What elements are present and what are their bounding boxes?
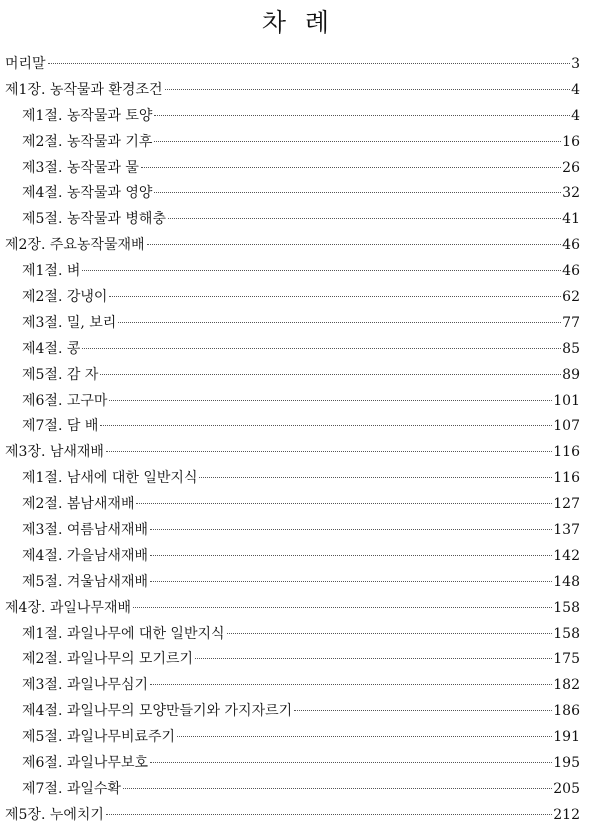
toc-section-entry[interactable] [5, 777, 580, 803]
toc-entry-label: 제6절. 과일나무보호 [22, 755, 148, 772]
toc-section-entry[interactable] [5, 725, 580, 751]
toc-dot-leader [82, 270, 561, 271]
toc-page-number: 4 [571, 81, 580, 98]
toc-dot-leader [150, 555, 552, 556]
toc-page-number: 32 [562, 185, 580, 202]
toc-section-entry[interactable] [5, 751, 580, 777]
toc-dot-leader [154, 192, 561, 193]
toc-entry-label: 제7절. 담 배 [22, 418, 99, 435]
toc-section-entry[interactable] [5, 699, 580, 725]
toc-dot-leader [150, 684, 552, 685]
toc-entry-label: 제5절. 겨울남새재배 [22, 573, 148, 590]
toc-entry-label: 제4절. 가을남새재배 [22, 547, 148, 564]
toc-dot-leader [154, 115, 570, 116]
toc-chapter-entry[interactable] [5, 803, 580, 829]
toc-page-number: 127 [553, 496, 580, 513]
toc-entry-label: 제2장. 주요농작물재배 [5, 237, 145, 254]
toc-entry-label: 제1절. 농작물과 토양 [22, 107, 153, 124]
toc-page-number: 107 [553, 418, 580, 435]
toc-page-number: 186 [553, 703, 580, 720]
toc-dot-leader [106, 814, 552, 815]
toc-section-entry[interactable] [5, 337, 580, 363]
toc-page-number: 4 [571, 107, 580, 124]
toc-entry-label: 제4절. 농작물과 영양 [22, 185, 153, 202]
toc-dot-leader [165, 89, 571, 90]
toc-entry-label: 제2절. 봄남새재배 [22, 496, 135, 513]
toc-dot-leader [195, 658, 552, 659]
toc-page-number: 212 [553, 806, 580, 823]
toc-entry-label: 제3절. 과일나무심기 [22, 677, 148, 694]
toc-page-number: 62 [562, 289, 580, 306]
toc-entry-label: 제3절. 여름남새재배 [22, 522, 148, 539]
toc-dot-leader [118, 322, 561, 323]
toc-chapter-entry[interactable] [5, 596, 580, 622]
toc-section-entry[interactable] [5, 156, 580, 182]
toc-dot-leader [199, 477, 552, 478]
toc-entry-label: 제6절. 고구마 [22, 392, 108, 409]
toc-dot-leader [294, 710, 552, 711]
toc-section-entry[interactable] [5, 259, 580, 285]
toc-entry-label: 제4절. 과일나무의 모양만들기와 가지자르기 [22, 703, 293, 720]
toc-page-number: 46 [562, 263, 580, 280]
toc-section-entry[interactable] [5, 673, 580, 699]
toc-section-entry[interactable] [5, 130, 580, 156]
toc-page-number: 205 [553, 780, 580, 797]
toc-section-entry[interactable] [5, 389, 580, 415]
toc-page-number: 16 [562, 133, 580, 150]
toc-section-entry[interactable] [5, 518, 580, 544]
toc-page-number: 148 [553, 573, 580, 590]
toc-page-number: 101 [553, 392, 580, 409]
toc-page-number: 195 [553, 755, 580, 772]
page-title: 차 례 [261, 8, 331, 37]
toc-dot-leader [109, 296, 561, 297]
toc-dot-leader [133, 607, 552, 608]
toc-dot-leader [100, 374, 561, 375]
toc-page-number: 116 [553, 444, 580, 461]
toc-section-entry[interactable] [5, 104, 580, 130]
toc-page-number: 191 [553, 729, 580, 746]
toc-dot-leader [150, 529, 552, 530]
toc-chapter-entry[interactable] [5, 440, 580, 466]
toc-entry-label: 제4절. 콩 [22, 340, 81, 357]
toc-page-number: 41 [562, 211, 580, 228]
toc-section-entry[interactable] [5, 544, 580, 570]
toc-page-number: 175 [553, 651, 580, 668]
toc-page-number: 116 [553, 470, 580, 487]
toc-entry-label: 제5절. 과일나무비료주기 [22, 729, 176, 746]
toc-dot-leader [48, 63, 571, 64]
toc-entry-label: 제7절. 과일수확 [22, 780, 121, 797]
toc-entry-label: 제1절. 벼 [22, 263, 81, 280]
toc-list [5, 52, 580, 829]
toc-entry-label: 제2절. 농작물과 기후 [22, 133, 153, 150]
toc-page-number: 142 [553, 547, 580, 564]
toc-entry-label: 제1절. 남새에 대한 일반지식 [22, 470, 198, 487]
toc-section-entry[interactable] [5, 466, 580, 492]
toc-dot-leader [150, 762, 552, 763]
toc-section-entry[interactable] [5, 570, 580, 596]
toc-entry-label: 제3절. 밀, 보리 [22, 314, 117, 331]
toc-page-number: 46 [562, 237, 580, 254]
toc-entry-label: 제1장. 농작물과 환경조건 [5, 81, 163, 98]
toc-page-number: 85 [562, 340, 580, 357]
toc-page-number: 137 [553, 522, 580, 539]
toc-entry-label: 제2절. 강냉이 [22, 289, 108, 306]
toc-entry-label: 제3장. 남새재배 [5, 444, 104, 461]
toc-dot-leader [109, 400, 552, 401]
toc-section-entry[interactable] [5, 414, 580, 440]
toc-entry-label: 머리말 [5, 56, 46, 72]
toc-chapter-entry[interactable] [5, 52, 580, 78]
toc-dot-leader [147, 244, 562, 245]
toc-page-number: 3 [571, 56, 580, 72]
toc-dot-leader [123, 788, 552, 789]
toc-page-number: 158 [553, 625, 580, 642]
toc-section-entry[interactable] [5, 492, 580, 518]
toc-page-number: 182 [553, 677, 580, 694]
toc-dot-leader [154, 141, 561, 142]
toc-page-number: 158 [553, 599, 580, 616]
toc-page-number: 77 [562, 314, 580, 331]
toc-dot-leader [141, 167, 561, 168]
toc-section-entry[interactable] [5, 363, 580, 389]
toc-chapter-entry[interactable] [5, 233, 580, 259]
toc-dot-leader [100, 425, 552, 426]
toc-section-entry[interactable] [5, 622, 580, 648]
toc-entry-label: 제2절. 과일나무의 모기르기 [22, 651, 194, 668]
toc-entry-label: 제5절. 감 자 [22, 366, 99, 383]
toc-entry-label: 제5장. 누에치기 [5, 806, 104, 823]
toc-entry-label: 제5절. 농작물과 병해충 [22, 211, 166, 228]
toc-entry-label: 제4장. 과일나무재배 [5, 599, 131, 616]
toc-dot-leader [106, 451, 552, 452]
toc-page-number: 26 [562, 159, 580, 176]
toc-dot-leader [82, 348, 561, 349]
toc-entry-label: 제1절. 과일나무에 대한 일반지식 [22, 625, 225, 642]
toc-dot-leader [227, 633, 553, 634]
toc-section-entry[interactable] [5, 207, 580, 233]
toc-section-entry[interactable] [5, 647, 580, 673]
toc-chapter-entry[interactable] [5, 78, 580, 104]
toc-dot-leader [150, 581, 552, 582]
toc-section-entry[interactable] [5, 285, 580, 311]
toc-dot-leader [177, 736, 552, 737]
toc-entry-label: 제3절. 농작물과 물 [22, 159, 139, 176]
toc-section-entry[interactable] [5, 181, 580, 207]
toc-page-number: 89 [562, 366, 580, 383]
toc-section-entry[interactable] [5, 311, 580, 337]
toc-dot-leader [168, 218, 561, 219]
toc-dot-leader [136, 503, 552, 504]
